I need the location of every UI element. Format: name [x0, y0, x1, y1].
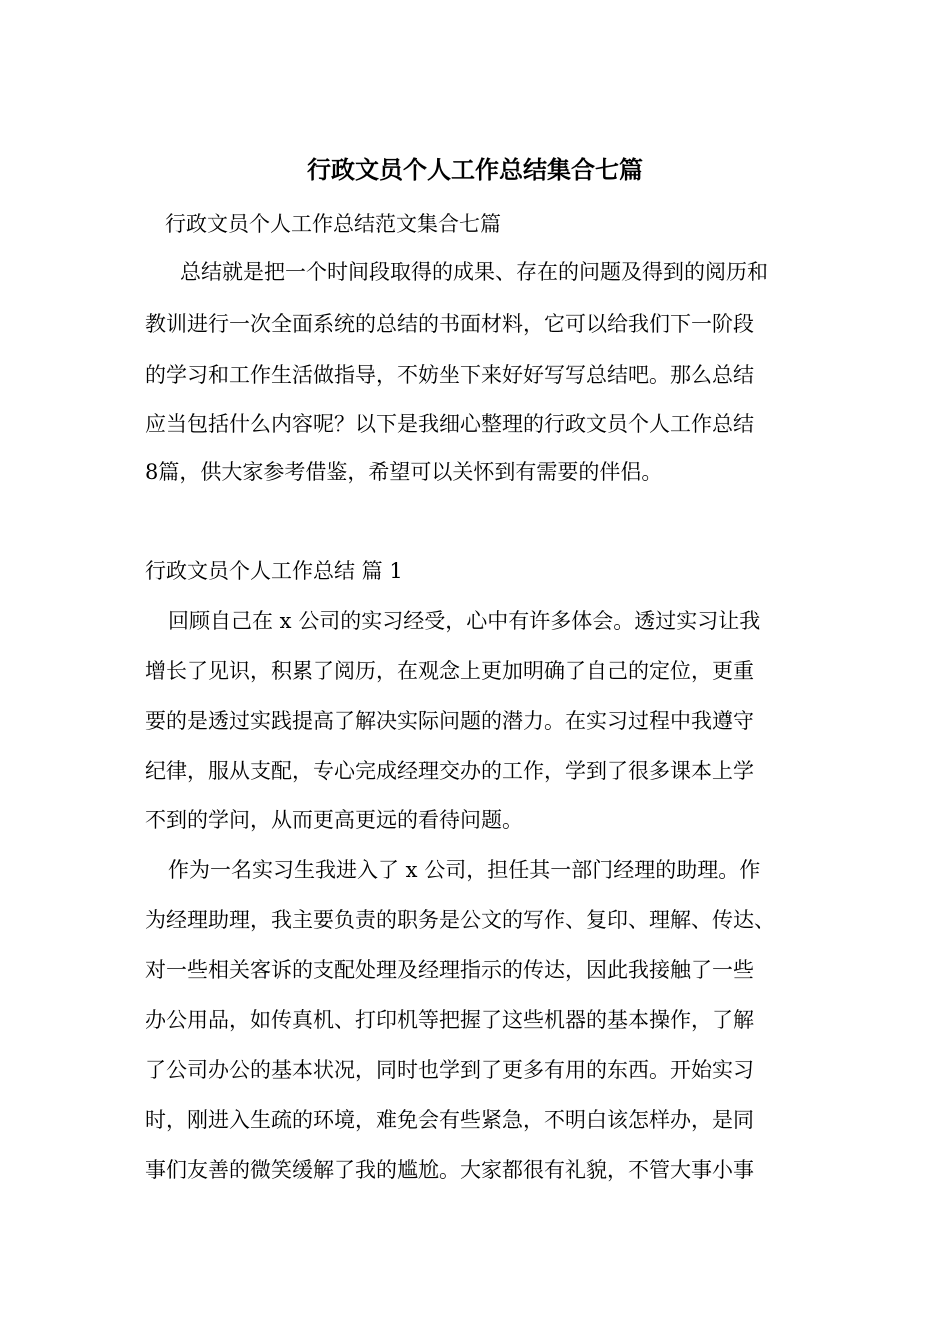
document-title: 行政文员个人工作总结集合七篇: [307, 155, 643, 184]
paragraph-line: 办公用品，如传真机、打印机等把握了这些机器的基本操作，了解: [145, 1008, 754, 1032]
paragraph-line: 增长了见识，积累了阅历，在观念上更加明确了自己的定位，更重: [145, 659, 754, 683]
intro-line: 的学习和工作生活做指导，不妨坐下来好好写写总结吧。那么总结: [145, 363, 754, 387]
section-heading: 行政文员个人工作总结 篇 1: [145, 559, 403, 583]
paragraph-line: 时，刚进入生疏的环境，难免会有些紧急，不明白该怎样办，是同: [145, 1108, 754, 1132]
paragraph-line: 纪律，服从支配，专心完成经理交办的工作，学到了很多课本上学: [145, 759, 754, 783]
paragraph-line: 为经理助理，我主要负责的职务是公文的写作、复印、理解、传达、: [145, 908, 775, 932]
paragraph-line: 了公司办公的基本状况，同时也学到了更多有用的东西。开始实习: [145, 1058, 754, 1082]
document-subtitle: 行政文员个人工作总结范文集合七篇: [165, 212, 501, 236]
intro-line: 8篇，供大家参考借鉴，希望可以关怀到有需要的伴侣。: [145, 460, 663, 484]
intro-line: 应当包括什么内容呢？以下是我细心整理的行政文员个人工作总结: [145, 412, 754, 436]
intro-line: 总结就是把一个时间段取得的成果、存在的问题及得到的阅历和: [180, 260, 768, 284]
paragraph-line: 不到的学问，从而更高更远的看待问题。: [145, 808, 523, 832]
paragraph-line: 要的是透过实践提高了解决实际问题的潜力。在实习过程中我遵守: [145, 709, 754, 733]
intro-line: 教训进行一次全面系统的总结的书面材料，它可以给我们下一阶段: [145, 312, 754, 336]
paragraph-line: 对一些相关客诉的支配处理及经理指示的传达，因此我接触了一些: [145, 958, 754, 982]
paragraph-line: 事们友善的微笑缓解了我的尴尬。大家都很有礼貌，不管大事小事: [145, 1158, 754, 1182]
paragraph-line: 回顾自己在 x 公司的实习经受，心中有许多体会。透过实习让我: [168, 609, 761, 633]
paragraph-line: 作为一名实习生我进入了 x 公司，担任其一部门经理的助理。作: [168, 858, 761, 882]
